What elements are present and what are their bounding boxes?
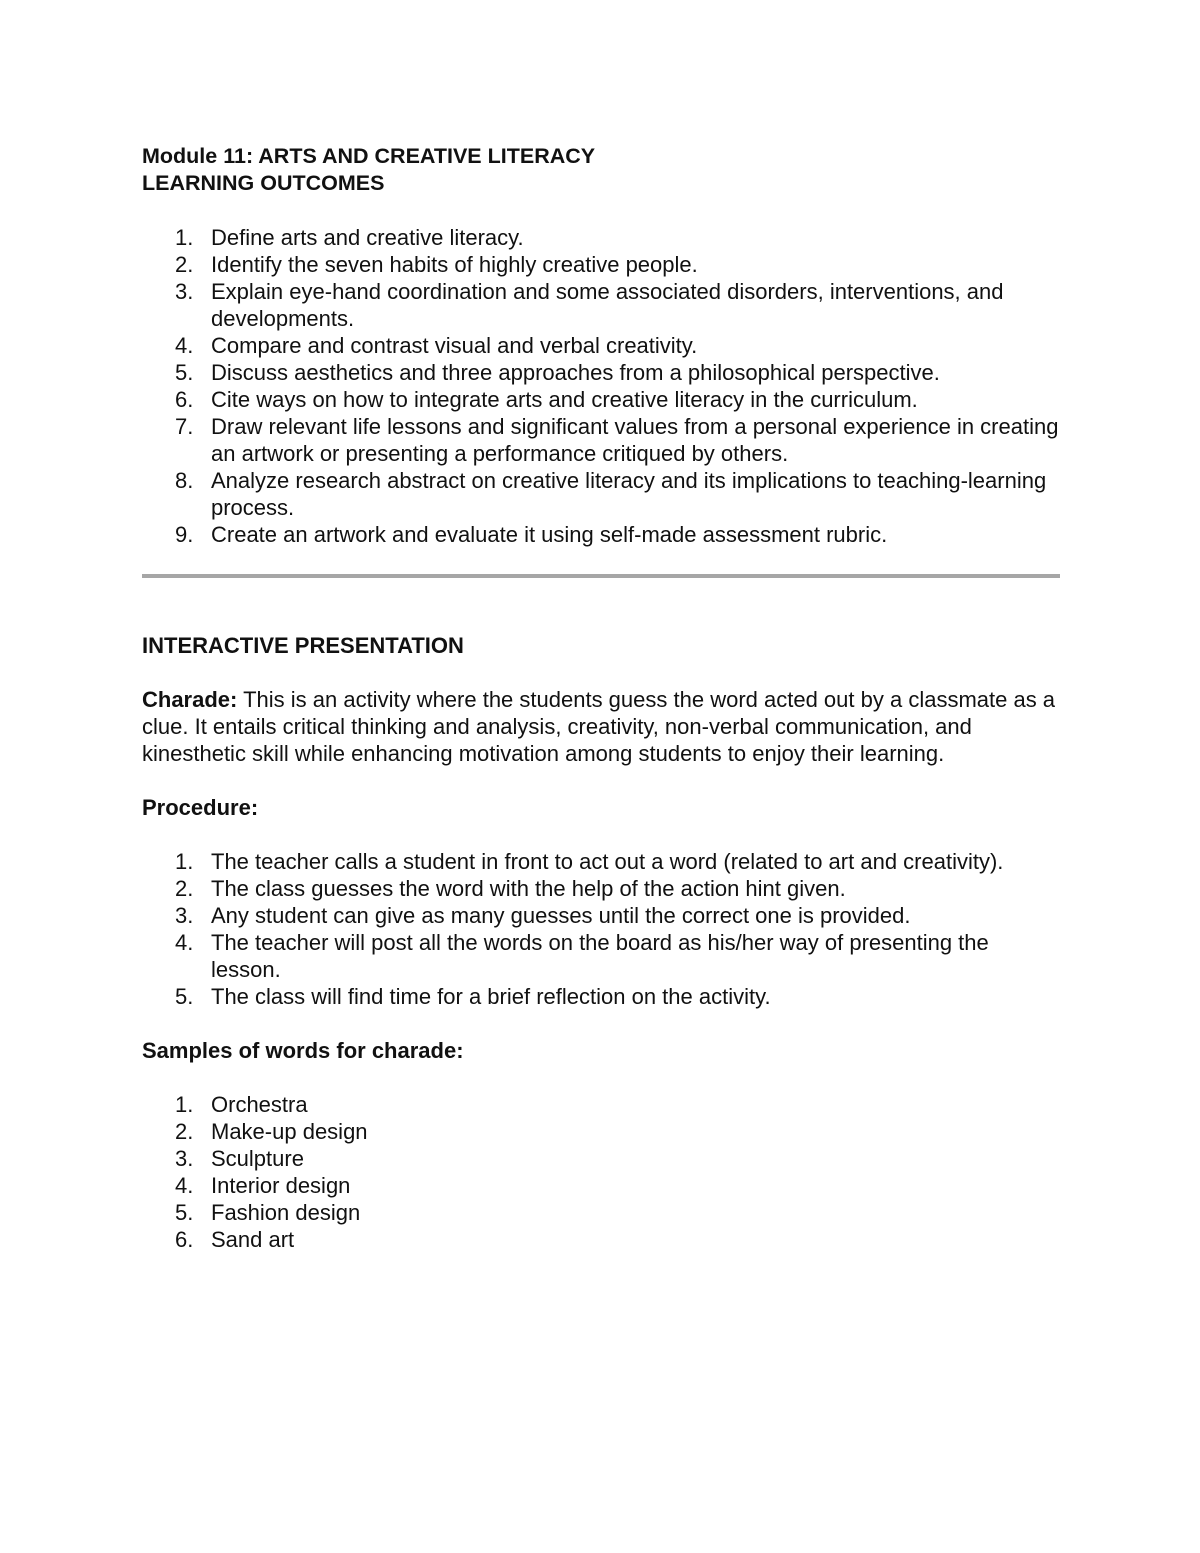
list-text: Cite ways on how to integrate arts and creative literacy in the curriculum.	[211, 387, 918, 412]
list-text: The class will find time for a brief reflection on the activity.	[211, 984, 771, 1009]
list-number: 1.	[175, 225, 194, 250]
list-number: 4.	[175, 1173, 194, 1198]
list-item	[142, 224, 1060, 251]
list-number: 6.	[175, 387, 194, 412]
list-item	[142, 1226, 1060, 1253]
list-text: Sculpture	[211, 1146, 304, 1171]
list-text: Interior design	[211, 1173, 351, 1198]
list-number: 5.	[175, 1200, 194, 1225]
list-item	[142, 413, 1060, 467]
samples-list	[142, 1091, 1060, 1253]
list-item	[142, 1172, 1060, 1199]
list-item	[142, 983, 1060, 1010]
list-number: 1.	[175, 1092, 194, 1117]
list-number: 3.	[175, 279, 194, 304]
samples-heading: Samples of words for charade:	[142, 1038, 464, 1063]
list-number: 2.	[175, 252, 194, 277]
list-item	[142, 929, 1060, 983]
list-number: 3.	[175, 903, 194, 928]
list-item	[142, 1199, 1060, 1226]
list-item	[142, 875, 1060, 902]
list-text: Orchestra	[211, 1092, 308, 1117]
list-text: Analyze research abstract on creative literacy and its implications to teaching-learning process.	[211, 468, 1047, 520]
list-item	[142, 278, 1060, 332]
list-number: 2.	[175, 1119, 194, 1144]
list-text: Discuss aesthetics and three approaches from a philosophical perspective.	[211, 360, 940, 385]
list-number: 4.	[175, 930, 194, 955]
list-item	[142, 1145, 1060, 1172]
list-item	[142, 359, 1060, 386]
charade-label: Charade:	[142, 687, 238, 712]
list-text: Compare and contrast visual and verbal creativity.	[211, 333, 698, 358]
list-item	[142, 251, 1060, 278]
list-number: 6.	[175, 1227, 194, 1252]
list-text: Explain eye-hand coordination and some associated disorders, interventions, and developments.	[211, 279, 1004, 331]
list-item	[142, 332, 1060, 359]
list-item	[142, 848, 1060, 875]
list-number: 7.	[175, 414, 194, 439]
list-number: 9.	[175, 522, 194, 547]
list-text: The teacher will post all the words on the board as his/her way of presenting the lesson.	[211, 930, 989, 982]
list-item	[142, 521, 1060, 548]
list-number: 3.	[175, 1146, 194, 1171]
list-item	[142, 1091, 1060, 1118]
list-item	[142, 386, 1060, 413]
list-number: 2.	[175, 876, 194, 901]
list-text: Define arts and creative literacy.	[211, 225, 524, 250]
list-text: Any student can give as many guesses until the correct one is provided.	[211, 903, 911, 928]
list-number: 8.	[175, 468, 194, 493]
charade-text: This is an activity where the students guess the word acted out by a classmate as a clue. It entails critical thinking and analysis, creativity, non-verbal communication, and kinesthetic skill while enhancing motivation among students to enjoy their learning.	[142, 687, 1056, 766]
list-text: Sand art	[211, 1227, 295, 1252]
module-title: Module 11: ARTS AND CREATIVE LITERACY	[142, 144, 596, 168]
list-number: 4.	[175, 333, 194, 358]
list-text: Draw relevant life lessons and significant values from a personal experience in creating an artwork or presenting a performance critiqued by others.	[211, 414, 1059, 466]
document-page	[142, 143, 1060, 1253]
learning-outcomes-list	[142, 224, 1060, 548]
list-text: Create an artwork and evaluate it using self-made assessment rubric.	[211, 522, 888, 547]
list-number: 1.	[175, 849, 194, 874]
procedure-heading: Procedure:	[142, 795, 259, 820]
list-text: The class guesses the word with the help of the action hint given.	[211, 876, 846, 901]
learning-outcomes-heading: LEARNING OUTCOMES	[142, 171, 385, 195]
charade-paragraph	[142, 686, 1060, 767]
list-text: The teacher calls a student in front to act out a word (related to art and creativity).	[211, 849, 1004, 874]
list-item	[142, 467, 1060, 521]
procedure-list	[142, 848, 1060, 1010]
list-item	[142, 902, 1060, 929]
list-number: 5.	[175, 360, 194, 385]
list-text: Fashion design	[211, 1200, 361, 1225]
list-text: Make-up design	[211, 1119, 368, 1144]
interactive-presentation-heading: INTERACTIVE PRESENTATION	[142, 633, 464, 658]
list-number: 5.	[175, 984, 194, 1009]
list-text: Identify the seven habits of highly creative people.	[211, 252, 698, 277]
list-item	[142, 1118, 1060, 1145]
